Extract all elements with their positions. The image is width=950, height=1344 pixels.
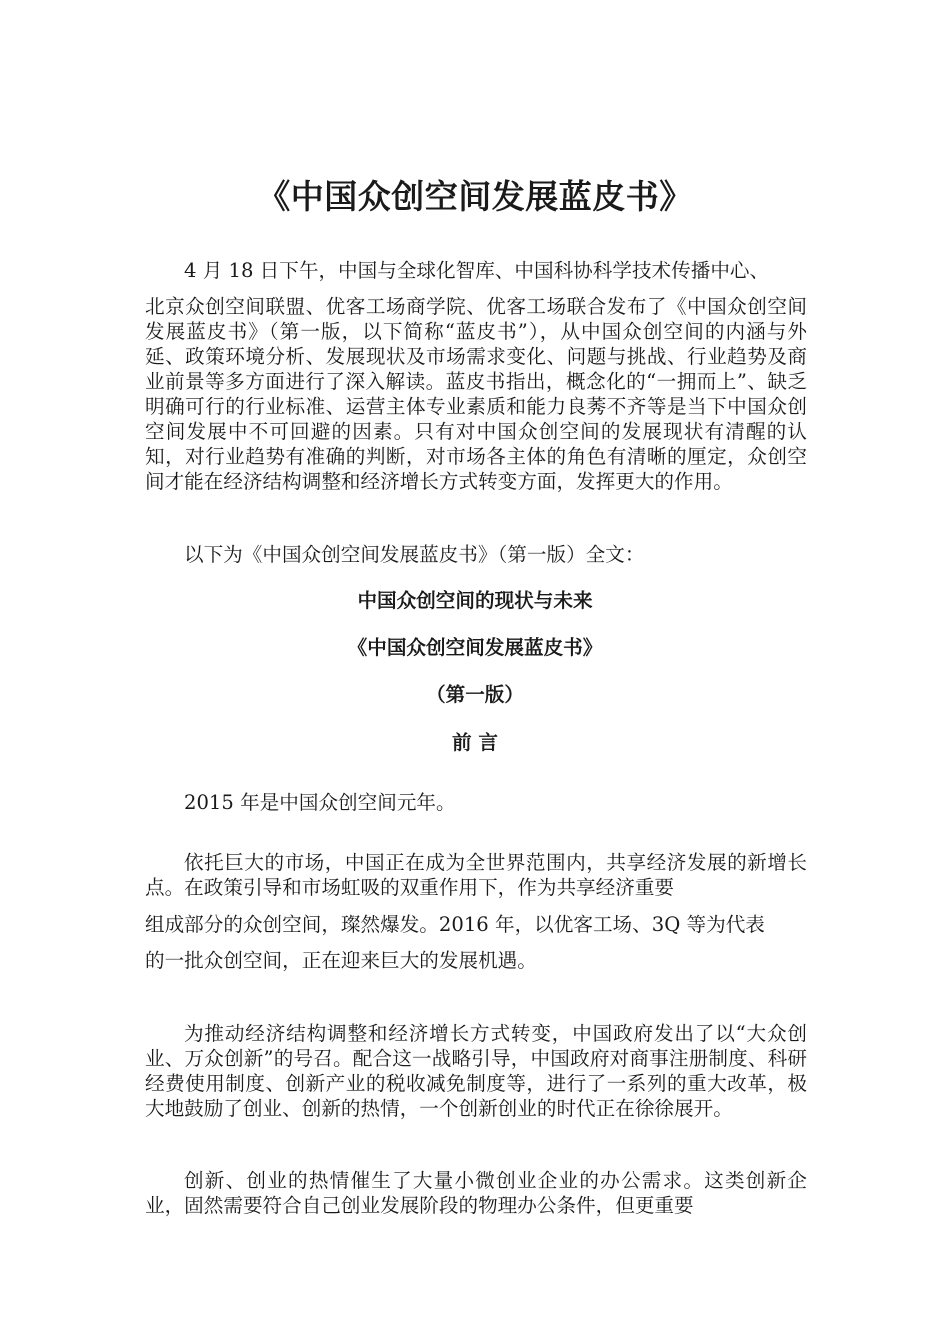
paragraph-market-b: 组成部分的众创空间，璨然爆发。2016 年，以优客工场、3Q 等为代表	[145, 913, 765, 936]
heading-subtitle: 中国众创空间的现状与未来	[357, 589, 593, 612]
paragraph-market-a: 依托巨大的市场，中国正在成为全世界范围内，共享经济发展的新增长点。在政策引导和市场虹吸的双重作用下，作为共享经济重要	[145, 851, 807, 899]
paragraph-market-c: 的一批众创空间，正在迎来巨大的发展机遇。	[145, 949, 537, 972]
paragraph-year: 2015 年是中国众创空间元年。	[184, 791, 456, 814]
document-title: 《中国众创空间发展蓝皮书》	[257, 177, 693, 216]
heading-book-title: 《中国众创空间发展蓝皮书》	[347, 636, 603, 659]
heading-preface: 前 言	[451, 731, 498, 754]
paragraph-policy: 为推动经济结构调整和经济增长方式转变，中国政府发出了以“大众创业、万众创新”的号召。配合这一战略引导，中国政府对商事注册制度、科研经费使用制度、创新产业的税收减免制度等，进行了一系列的重大改革，极大地鼓励了创业、创新的热情，一个创新创业的时代正在徐徐展开。	[145, 1022, 807, 1120]
intro-paragraph: 北京众创空间联盟、优客工场商学院、优客工场联合发布了《中国众创空间发展蓝皮书》（第一版，以下简称“蓝皮书”），从中国众创空间的内涵与外延、政策环境分析、发展现状及市场需求变化、问题与挑战、行业趋势及商业前景等多方面进行了深入解读。蓝皮书指出，概念化的“一拥而上”、缺乏明确可行的行业标准、运营主体专业素质和能力良莠不齐等是当下中国众创空间发展中不可回避的因素。只有对中国众创空间的发展现状有清醒的认知，对行业趋势有准确的判断，对市场各主体的角色有清晰的厘定，众创空间才能在经济结构调整和经济增长方式转变方面，发挥更大的作用。	[145, 295, 807, 493]
paragraph-demand: 创新、创业的热情催生了大量小微创业企业的办公需求。这类创新企业，固然需要符合自己创业发展阶段的物理办公条件，但更重要	[145, 1169, 807, 1217]
heading-edition: （第一版）	[426, 683, 524, 706]
fulltext-note: 以下为《中国众创空间发展蓝皮书》（第一版）全文：	[184, 543, 645, 566]
intro-first-line: 4 月 18 日下午，中国与全球化智库、中国科协科学技术传播中心、	[184, 259, 770, 282]
